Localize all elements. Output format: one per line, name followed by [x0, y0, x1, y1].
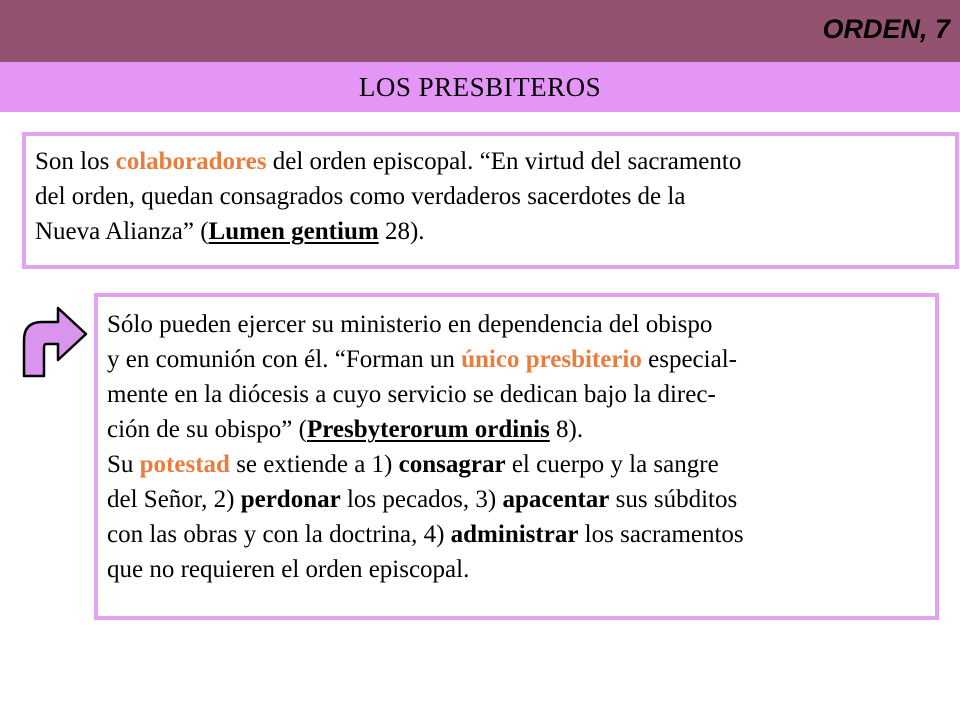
term-apacentar: apacentar [502, 486, 610, 513]
reference-presbyterorum-ordinis: Presbyterorum ordinis [306, 416, 550, 443]
definition-text [35, 144, 741, 249]
ministry-line-1: Sólo pueden ejercer su ministerio en dependencia del obispo [107, 311, 713, 338]
section-title: LOS PRESBITEROS [358, 72, 602, 102]
term-administrar: administrar [450, 521, 579, 548]
definition-line-2: del orden, quedan consagrados como verdaderos sacerdotes de la [35, 183, 686, 210]
curved-arrow-right-icon [14, 300, 90, 378]
term-perdonar: perdonar [240, 486, 341, 513]
highlight-unico-presbiterio: único presbiterio [461, 346, 642, 373]
definition-line-1: Son los colaboradores del orden episcopal. “En virtud del sacramento [35, 148, 742, 175]
definition-line-3: Nueva Alianza” (Lumen gentium 28). [35, 218, 425, 245]
term-consagrar: consagrar [398, 451, 506, 478]
ministry-line-5: Su potestad se extiende a 1) consagrar el cuerpo y la sangre [107, 451, 719, 478]
ministry-text [107, 307, 744, 587]
highlight-potestad: potestad [139, 451, 230, 478]
ministry-line-8: que no requieren el orden episcopal. [107, 556, 470, 583]
slide-number: ORDEN, 7 [822, 14, 950, 44]
ministry-line-7: con las obras y con la doctrina, 4) administrar los sacramentos [107, 521, 744, 548]
ministry-line-6: del Señor, 2) perdonar los pecados, 3) apacentar sus súbditos [107, 486, 738, 513]
highlight-colaboradores: colaboradores [115, 148, 267, 175]
ministry-line-3: mente en la diócesis a cuyo servicio se dedican bajo la direc- [107, 381, 716, 408]
top-banner [0, 0, 960, 62]
ministry-line-4: ción de su obispo” (Presbyterorum ordinis 8). [107, 416, 584, 443]
ministry-line-2: y en comunión con él. “Forman un único presbiterio especial- [107, 346, 737, 373]
reference-lumen-gentium: Lumen gentium [208, 218, 379, 245]
